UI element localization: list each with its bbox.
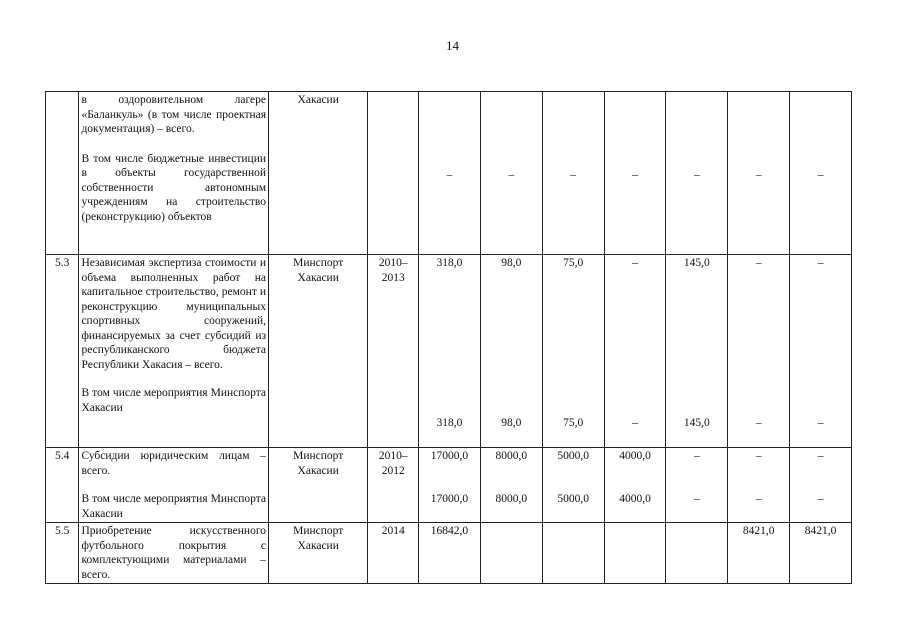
sub-amount: – [817,416,824,429]
budget-table-wrapper [45,91,852,580]
budget-table [45,91,852,584]
sub-amount: – [693,492,700,505]
amount-year [728,448,790,523]
main-amount: 98,0 [501,257,522,269]
amount-year [542,92,604,255]
sub-amount: – [632,169,638,181]
measure-name: в оздоровительном лагере «Баланкуль» (в том числе проектная документация) – всего. [81,94,267,135]
period: 2010–2013 [368,255,419,448]
main-amount: 75,0 [563,257,584,269]
main-amount: 318,0 [436,257,463,269]
amount-year [604,523,666,584]
measure-name: Приобретение искусственного футбольного покрытия с комплектующими материалами – всего. [81,525,267,581]
measure-sub-name: В том числе мероприятия Минспорта Хакасии [81,493,267,520]
row-number: 5.3 [46,255,79,448]
executor: Минспорт Хакасии [269,523,368,584]
executor: Минспорт Хакасии [269,255,368,448]
main-amount: 4000,0 [619,450,651,462]
main-amount: – [817,257,824,269]
sub-amount: – [632,416,638,429]
sub-amount: – [755,169,762,181]
amount-year [790,448,852,523]
sub-amount: – [817,169,824,181]
amount-year: 8421,0 [728,523,790,584]
measure-name: Субсидии юридическим лицам – всего. [81,450,267,477]
amount-year [542,255,604,448]
measure-sub-name: В том числе бюджетные инвестиции в объекты государственной собственности автономным учреждениям на строительство (реконструкцию) объектов [81,152,267,223]
amount-total [419,448,481,523]
measure-name-cell [79,448,269,523]
amount-year [728,92,790,255]
main-amount: – [632,257,638,269]
main-amount: – [755,450,762,462]
measure-name-cell [79,523,269,584]
amount-total [419,92,481,255]
amount-year [604,448,666,523]
amount-year [790,255,852,448]
period [368,92,419,255]
main-amount: 145,0 [683,257,710,269]
table-row [46,92,852,255]
sub-amount: – [693,169,700,181]
main-amount: – [693,450,700,462]
main-amount: – [817,450,824,462]
amount-year [728,255,790,448]
sub-amount: – [755,492,762,505]
sub-amount: – [446,169,453,181]
row-number: 5.4 [46,448,79,523]
amount-year [480,255,542,448]
amount-year [542,523,604,584]
page-number: 14 [446,38,459,53]
measure-sub-name: В том числе мероприятия Минспорта Хакасии [81,387,267,414]
amount-year [604,255,666,448]
amount-total: 16842,0 [419,523,481,584]
measure-name: Независимая экспертиза стоимости и объема выполненных работ на капитальное строительство, ремонт и реконструкцию муниципальных спортивных сооружений, финансируемых за счет субсидий из республиканского бюджета Республики Хакасия – всего. [81,257,267,371]
sub-amount: – [755,416,762,429]
sub-amount: 8000,0 [495,492,528,505]
amount-year [604,92,666,255]
amount-year [790,92,852,255]
table-row [46,448,852,523]
amount-year [666,448,728,523]
amount-total [419,255,481,448]
amount-year [666,92,728,255]
sub-amount: 98,0 [501,416,522,429]
executor: Хакасии [269,92,368,255]
amount-year: 8421,0 [790,523,852,584]
sub-amount: 145,0 [683,416,710,429]
table-row [46,523,852,584]
row-number: 5.5 [46,523,79,584]
amount-year [480,523,542,584]
amount-year [480,92,542,255]
measure-name-cell [79,255,269,448]
sub-amount: 75,0 [563,416,584,429]
table-row [46,255,852,448]
executor: Минспорт Хакасии [269,448,368,523]
amount-year [666,255,728,448]
amount-year [666,523,728,584]
sub-amount: 4000,0 [619,492,651,505]
amount-year [542,448,604,523]
main-amount: 17000,0 [430,450,469,462]
main-amount: 8000,0 [495,450,528,462]
row-number [46,92,79,255]
sub-amount: – [508,169,515,181]
sub-amount: 5000,0 [557,492,589,505]
amount-year [480,448,542,523]
sub-amount: 17000,0 [430,492,469,505]
period: 2010–2012 [368,448,419,523]
sub-amount: 318,0 [436,416,463,429]
measure-name-cell [79,92,269,255]
main-amount: – [755,257,762,269]
sub-amount: – [817,492,824,505]
main-amount: 5000,0 [557,450,589,462]
sub-amount: – [570,169,577,181]
period: 2014 [368,523,419,584]
